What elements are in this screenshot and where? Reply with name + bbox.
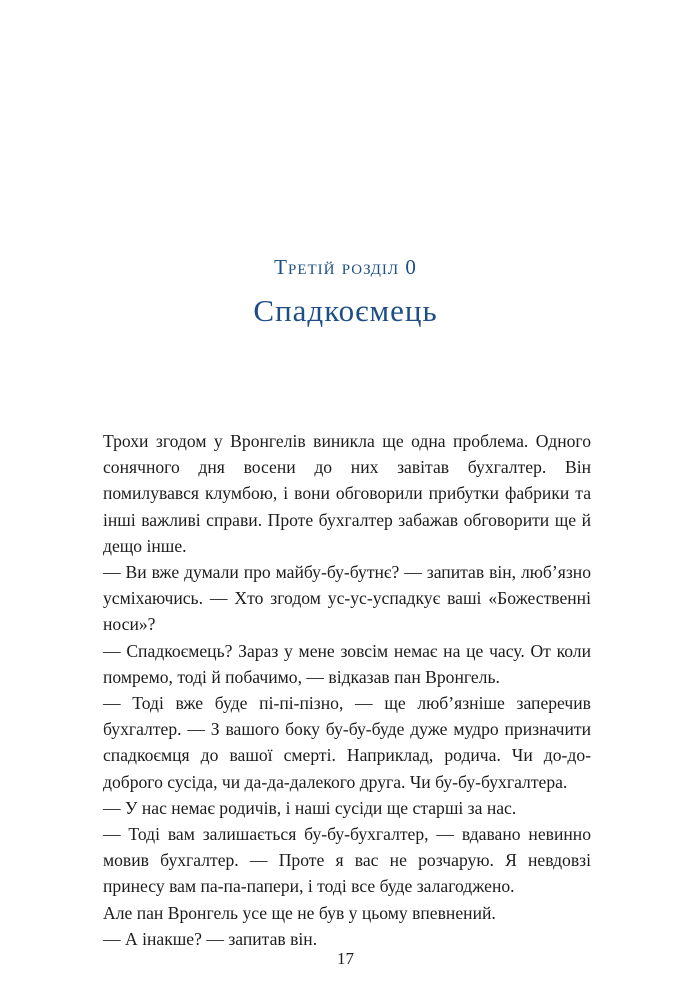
chapter-title: Спадкоємець [253, 293, 438, 328]
paragraph: — Спадкоємець? Зараз у мене зовсім немає на це часу. От коли помремо, тоді й побачимо, — відказав пан Вронгель. [103, 640, 591, 687]
paragraph: — А інакше? — запитав він. [103, 928, 318, 949]
paragraph: Але пан Вронгель усе ще не був у цьому впевнений. [103, 902, 496, 923]
paragraph: Трохи згодом у Вронгелів виникла ще одна проблема. Одного сонячного дня восени до них завітав бухгалтер. Він помилувався клумбою, і вони обговорили прибутки фабрики та інші важливі справи. Проте бухгалтер забажав обговорити ще й дещо інше. [103, 431, 591, 556]
paragraph: — Тоді вже буде пі-пі-пізно, — ще люб’язніше заперечив бухгалтер. — З вашого боку бу-бу-буде дуже мудро призначити спадкоємця до вашої смерті. Наприклад, родича. Чи до-до-доброго сусіда, чи да-да-далекого друга. Чи бу-бу-бухгалтера. [103, 693, 591, 792]
body-text [103, 428, 591, 952]
page-number: 17 [337, 949, 354, 968]
paragraph: — Тоді вам залишається бу-бу-бухгалтер, — вдавано невинно мовив бухгалтер. — Проте я вас не розчарую. Я невдовзі принесу вам па-па-папери, і тоді все буде залагоджено. [103, 824, 591, 897]
chapter-label: Третій розділ 0 [274, 255, 417, 279]
paragraph: — Ви вже думали про майбу-бу-бутнє? — запитав він, люб’язно усміхаючись. — Хто згодом ус-ус-успадкує ваші «Божественні носи»? [103, 562, 591, 635]
paragraph: — У нас немає родичів, і наші сусіди ще старші за нас. [103, 797, 517, 818]
